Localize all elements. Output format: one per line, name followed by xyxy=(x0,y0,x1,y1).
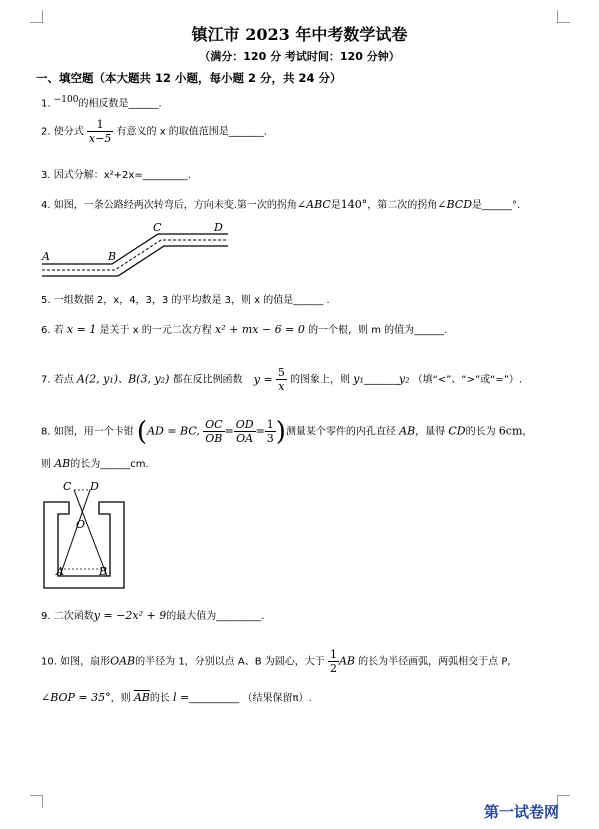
fraction-numerator: OC xyxy=(205,418,223,431)
fraction-one-half xyxy=(328,648,339,675)
question-text: （结果保留π）. xyxy=(242,693,312,704)
question-text: 如图，扇形 xyxy=(60,656,111,668)
crop-mark-bottom-left xyxy=(30,795,43,808)
fraction xyxy=(276,366,287,393)
label-a: A xyxy=(42,250,50,263)
condition-expression: x = 1 xyxy=(66,323,97,336)
question-number: 8. xyxy=(41,426,51,438)
question-text: ，第二次的拐角 xyxy=(367,200,438,211)
fraction-denominator: 3 xyxy=(266,432,274,445)
fraction-denominator: OA xyxy=(234,431,256,445)
segment-ab: AB xyxy=(399,424,416,438)
question-text: 二次函数 xyxy=(53,611,94,622)
angle-bcd: ∠BCD xyxy=(437,198,473,211)
answer-blank: __________ xyxy=(189,693,240,704)
fraction xyxy=(87,118,113,145)
road-upper-edge xyxy=(42,234,228,264)
question-text: 若 xyxy=(53,325,64,336)
answer-blank: _______ xyxy=(363,374,399,386)
question-text: 如图，用一个卡钳 xyxy=(53,426,134,438)
segment-ab: AB xyxy=(338,654,355,668)
label-c: C xyxy=(153,222,162,234)
exam-title: 镇江市 2023 年中考数学试卷 xyxy=(191,25,408,44)
point-a: A(2, y₁) xyxy=(76,372,119,386)
question-text: ，量得 xyxy=(415,426,446,438)
question-text: 的图象上，则 xyxy=(290,374,351,386)
label-o: O xyxy=(76,518,86,531)
angle-value: 140° xyxy=(340,198,368,211)
question-2 xyxy=(41,118,267,145)
arc-length-symbol: l = xyxy=(173,691,190,704)
label-c: C xyxy=(63,480,72,493)
question-text: 是 xyxy=(330,200,341,211)
fraction-numerator: 5 xyxy=(277,366,285,379)
fraction-denominator: x xyxy=(276,379,287,393)
question-text: ， xyxy=(522,426,533,438)
exam-subtitle: （满分：120 分 考试时间：120 分钟） xyxy=(199,50,400,63)
caliper-arm-c-b xyxy=(74,490,107,576)
question-text: 的长 xyxy=(149,693,170,704)
question-number: 5. xyxy=(41,295,51,306)
question-text: 的一个根，则 m 的值为______. xyxy=(308,325,448,336)
y2-symbol: y₂ xyxy=(398,372,410,386)
label-b: B xyxy=(108,250,117,263)
question-text: 的最大值为_________. xyxy=(166,611,265,622)
length-value: 6cm xyxy=(498,424,523,438)
question-text: （填“<”、“>”或“=”）. xyxy=(412,374,523,386)
fraction-denominator: 2 xyxy=(329,662,337,675)
question-text: 因式分解：x²+2x=_________. xyxy=(53,170,191,181)
question-text: 的长为______cm. xyxy=(70,459,149,470)
equals-sign: = xyxy=(255,424,265,438)
road-figure xyxy=(38,222,238,278)
quadratic-function: y = −2x² + 9 xyxy=(93,609,167,622)
question-number: 2. xyxy=(41,126,51,138)
question-text: 是______°. xyxy=(472,200,521,211)
fraction-numerator: 1 xyxy=(96,118,104,131)
y1-symbol: y₁ xyxy=(353,372,364,386)
question-8: 8. 如图，用一个卡钳 (AD = BC, $\frac{OC}{OB}$ = $\frac{OD}{OA}$ = $\frac{1}{3}$ )测量某个零件的内孔直径 AB，量得 CD的长为 6cm， xyxy=(41,416,533,447)
fraction-numerator: OD xyxy=(235,418,254,431)
question-text: 一组数据 2，x，4，3，3 的平均数是 3，则 x 的值是______ . xyxy=(53,295,330,306)
caliper-figure xyxy=(38,478,128,594)
angle-abc: ∠ABC xyxy=(296,198,331,211)
question-10 xyxy=(41,648,511,675)
sector-oab: OAB xyxy=(110,654,136,668)
question-text: 使分式 xyxy=(53,126,84,138)
fraction-denominator: x−5 xyxy=(88,132,112,145)
question-4 xyxy=(41,198,520,213)
question-text: 若点 xyxy=(53,374,74,386)
question-text: 的长为 xyxy=(465,426,496,438)
question-number: 4. xyxy=(41,200,51,211)
question-number: 1. xyxy=(41,98,51,110)
fraction-oc-ob xyxy=(203,418,224,445)
question-7 xyxy=(41,366,522,393)
question-text: 如图，一条公路经两次转弯后，方向未变.第一次的拐角 xyxy=(53,200,297,211)
road-lower-edge xyxy=(42,246,228,276)
equals-sign: = xyxy=(224,424,234,438)
question-8-line-2 xyxy=(41,457,149,472)
label-d: D xyxy=(214,222,223,234)
question-text: 的长为半径画弧，两弧相交于点 P, xyxy=(358,656,511,668)
question-5 xyxy=(41,294,330,308)
question-10-line-2 xyxy=(41,691,312,706)
question-text: 的半径为 1，分别以点 A、B 为圆心，大于 xyxy=(135,656,325,668)
question-text: 则 xyxy=(41,459,51,470)
question-number: 6. xyxy=(41,325,51,336)
question-number: 3. xyxy=(41,170,51,181)
segment-ab: AB xyxy=(54,457,71,470)
footer-brand: 第一试卷网 xyxy=(484,803,560,821)
fraction-denominator: OB xyxy=(203,431,224,445)
point-b: B(3, y₂) xyxy=(128,372,170,386)
question-text: 是关于 x 的一元二次方程 xyxy=(99,325,212,336)
question-number: 10. xyxy=(41,656,57,668)
condition-ad-bc: AD = BC, xyxy=(147,424,200,438)
quadratic-equation: x² + mx − 6 = 0 xyxy=(215,323,305,336)
fraction-od-oa xyxy=(234,418,256,445)
fraction-numerator: 1 xyxy=(266,418,274,431)
label-d: D xyxy=(90,480,99,493)
label-a: A xyxy=(56,565,64,578)
question-9 xyxy=(41,609,264,624)
fraction-one-third xyxy=(265,418,276,445)
fraction-numerator: 1 xyxy=(329,648,337,661)
separator: 、 xyxy=(118,374,129,386)
question-text: 测量某个零件的内孔直径 xyxy=(285,426,396,438)
question-text: ，则 xyxy=(110,693,131,704)
caliper-arm-d-a xyxy=(60,490,90,576)
question-3 xyxy=(41,169,191,183)
question-number: 9. xyxy=(41,611,51,622)
question-number: 7. xyxy=(41,374,51,386)
section-heading: 一、填空题（本大题共 12 小题，每小题 2 分，共 24 分） xyxy=(36,71,342,85)
question-1 xyxy=(41,93,162,111)
angle-bop: ∠BOP = 35° xyxy=(41,691,111,704)
question-text: 有意义的 x 的取值范围是_______. xyxy=(116,126,267,138)
expression: −100 xyxy=(53,95,79,105)
label-b: B xyxy=(99,565,108,578)
question-text: 都在反比例函数 xyxy=(172,374,243,386)
function-lhs: y = xyxy=(253,372,273,386)
segment-cd: CD xyxy=(448,424,466,438)
question-6 xyxy=(41,323,447,338)
arc-ab: $\overline{AB}$ xyxy=(133,691,150,704)
question-text: 的相反数是______. xyxy=(78,98,162,110)
